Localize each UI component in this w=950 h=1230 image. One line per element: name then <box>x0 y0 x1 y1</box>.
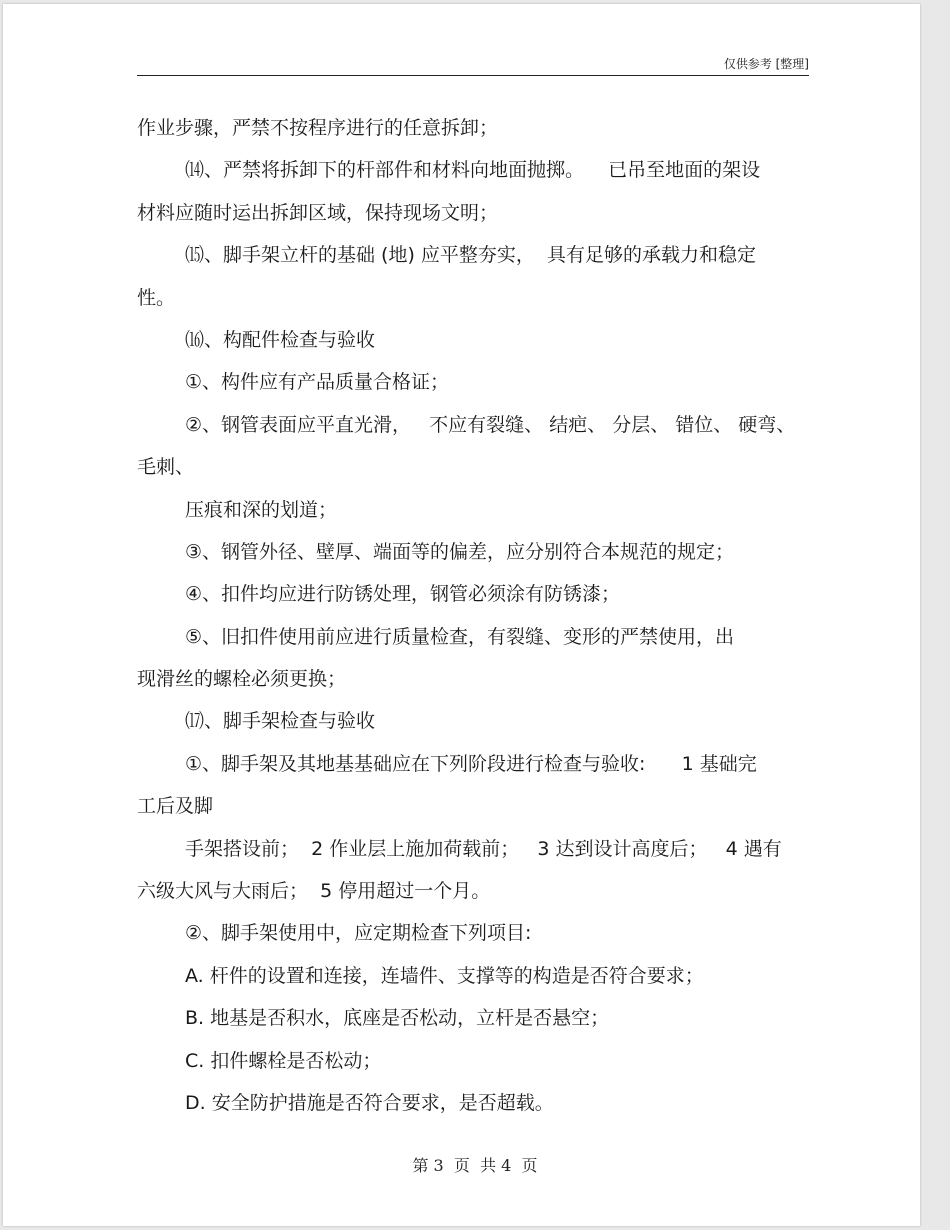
text-line: 手架搭设前； 2 作业层上施加荷载前； 3 达到设计高度后； 4 遇有 <box>185 837 782 860</box>
page-header <box>137 53 809 76</box>
text-line: 性。 <box>137 286 176 309</box>
header-text: 仅供参考 [整理] <box>723 57 809 71</box>
text-line: ②、钢管表面应平直光滑， 不应有裂缝、 结疤、 分层、 错位、 硬弯、 <box>185 413 796 436</box>
text-line: ⑤、旧扣件使用前应进行质量检查，有裂缝、变形的严禁使用，出 <box>185 625 735 648</box>
text-line: ⒄、脚手架检查与验收 <box>185 710 376 733</box>
text-line: ⒃、构配件检查与验收 <box>185 328 376 351</box>
text-line: 现滑丝的螺栓必须更换； <box>137 668 347 691</box>
text-line: B. 地基是否积水，底座是否松动，立杆是否悬空； <box>185 1007 610 1030</box>
text-line: ③、钢管外径、壁厚、端面等的偏差，应分别符合本规范的规定； <box>185 540 735 563</box>
text-line: ⒁、严禁将拆卸下的杆部件和材料向地面抛掷。 已吊至地面的架设 <box>185 159 761 182</box>
text-line: 工后及脚 <box>137 795 214 818</box>
text-line: 压痕和深的划道； <box>185 498 338 521</box>
text-line: ④、扣件均应进行防锈处理，钢管必须涂有防锈漆； <box>185 583 621 606</box>
text-line: 六级大风与大雨后； 5 停用超过一个月。 <box>137 880 491 903</box>
text-line: C. 扣件螺栓是否松动； <box>185 1049 382 1072</box>
text-line: ②、脚手架使用中，应定期检查下列项目: <box>185 922 532 945</box>
text-line: ①、脚手架及其地基基础应在下列阶段进行检查与验收: 1 基础完 <box>185 752 757 775</box>
text-line: ①、构件应有产品质量合格证； <box>185 371 450 394</box>
text-line: 作业步骤，严禁不按程序进行的任意拆卸； <box>137 117 499 139</box>
page-footer: 第 3 页 共 4 页 <box>412 1156 538 1175</box>
text-line: 材料应随时运出拆卸区域，保持现场文明； <box>137 201 499 224</box>
text-line: D. 安全防护措施是否符合要求，是否超载。 <box>185 1091 554 1114</box>
body-text <box>137 107 817 1124</box>
text-line: A. 杆件的设置和连接，连墙件、支撑等的构造是否符合要求； <box>185 964 704 987</box>
text-line: 毛刺、 <box>137 456 195 479</box>
text-line: ⒂、脚手架立杆的基础 (地) 应平整夯实， 具有足够的承载力和稳定 <box>185 244 756 267</box>
